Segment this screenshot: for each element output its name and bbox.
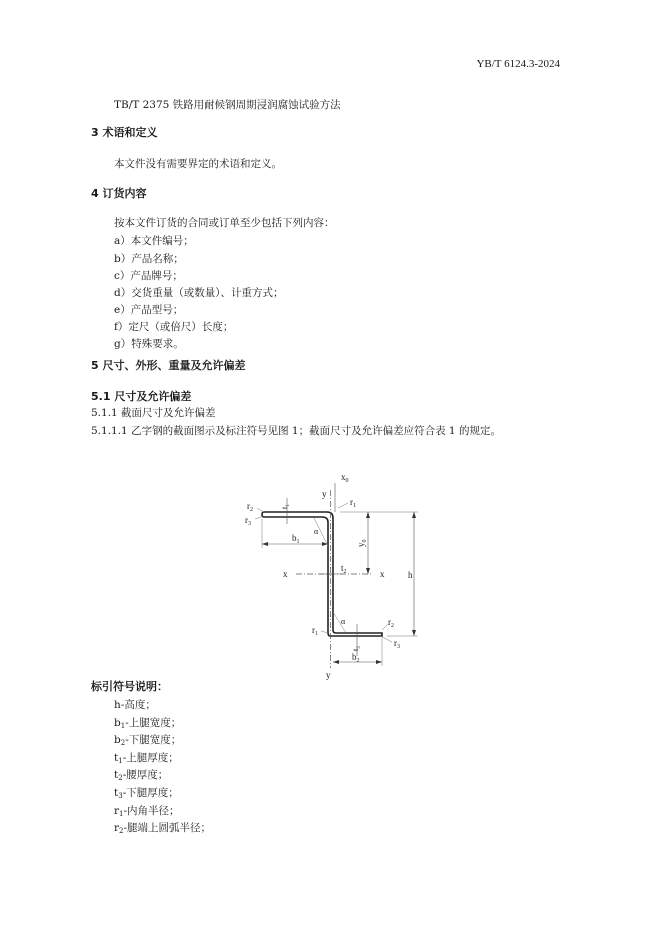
- section-4-intro: 按本文件订货的合同或订单至少包括下列内容：: [114, 217, 335, 229]
- t3-label: $t_3$: [351, 646, 362, 651]
- section-4-heading: 4 订货内容: [91, 187, 147, 200]
- r1-bottom-label: $r_1$: [312, 625, 318, 637]
- legend-item: [114, 767, 168, 782]
- r3-top-label: $r_3$: [245, 515, 251, 527]
- order-item-d: d）交货重量（或数量）、计重方式；: [114, 287, 284, 299]
- section-3-heading: 3 术语和定义: [91, 126, 158, 139]
- legend-item: [114, 697, 156, 712]
- section-5-heading: 5 尺寸、外形、重量及允许偏差: [91, 359, 246, 372]
- legend-description: -腰厚度；: [122, 769, 169, 782]
- order-item-e: e）产品型号；: [114, 304, 184, 316]
- order-item-a: a）本文件编号；: [114, 235, 194, 247]
- legend-symbol: r: [114, 822, 120, 835]
- legend-description: -上腿厚度；: [122, 751, 179, 764]
- normative-reference-tbt2375: TB/T 2375 铁路用耐候钢周期浸润腐蚀试验方法: [114, 99, 341, 111]
- legend-symbol-subscript: 1: [120, 721, 126, 730]
- y-bottom-label: y: [326, 670, 331, 680]
- legend-symbol-subscript: 2: [118, 774, 123, 783]
- legend-symbol: b: [114, 716, 121, 729]
- legend-description: -下腿厚度；: [122, 787, 179, 799]
- y-top-label: y: [322, 489, 327, 499]
- order-item-g: g）特殊要求。: [114, 338, 184, 350]
- section-5-1-heading: 5.1 尺寸及允许偏差: [91, 390, 192, 403]
- t2-label: $t_2$: [341, 563, 347, 575]
- x-left-label: x: [283, 569, 288, 579]
- standard-number: YB/T 6124.3-2024: [476, 58, 560, 70]
- legend-description: -上腿宽度；: [125, 716, 182, 729]
- legend-symbol: h: [114, 699, 121, 711]
- legend-item: [114, 785, 179, 800]
- x-right-label: x: [380, 569, 385, 579]
- section-5-1-1-1-text: 5.1.1.1 乙字钢的截面图示及标注符号见图 1；截面尺寸及允许偏差应符合表 1 的规定。: [91, 425, 501, 437]
- legend-symbol-subscript: 1: [118, 756, 123, 765]
- section-3-body: 本文件没有需要界定的术语和定义。: [114, 158, 282, 170]
- legend-symbol-subscript: 1: [119, 809, 124, 818]
- alpha-top-label: α: [314, 527, 319, 536]
- legend-symbol: t: [114, 769, 119, 782]
- y0-label: $y_0$: [356, 539, 368, 547]
- b1-label: $b_1$: [292, 533, 300, 545]
- legend-description: -下腿宽度；: [125, 734, 182, 747]
- legend-symbol-subscript: 2: [120, 739, 126, 748]
- r2-top-label: $r_2$: [247, 501, 253, 513]
- r1-top-label: $r_1$: [350, 497, 356, 509]
- legend-title: 标引符号说明：: [91, 680, 168, 693]
- r2-bottom-label: $r_2$: [388, 617, 394, 629]
- legend-symbol: t: [114, 787, 119, 799]
- h-label: h: [408, 570, 413, 580]
- legend-item: [114, 715, 181, 730]
- t1-label: $t_1$: [280, 504, 291, 509]
- order-item-c: c）产品牌号；: [114, 270, 183, 282]
- legend-description: -腿端上圆弧半径；: [123, 822, 212, 835]
- legend-symbol: r: [114, 804, 120, 817]
- legend-symbol: t: [114, 751, 119, 764]
- b2-label: $b_2$: [352, 652, 360, 664]
- legend-description: -内角半径；: [123, 804, 180, 817]
- legend-item: [114, 803, 180, 818]
- order-item-f: f）定尺（或倍尺）长度；: [114, 321, 234, 333]
- legend-description: -高度；: [120, 699, 156, 711]
- z-section-figure: [230, 462, 430, 684]
- alpha-bottom-label: α: [341, 617, 346, 626]
- x0-label: $x_0$: [341, 472, 349, 484]
- legend-item: [114, 820, 211, 835]
- section-5-1-1-heading: 5.1.1 截面尺寸及允许偏差: [91, 407, 216, 419]
- r3-bottom-label: $r_3$: [394, 638, 400, 650]
- legend-symbol-subscript: 3: [118, 792, 123, 800]
- legend-symbol: b: [114, 734, 121, 747]
- legend-symbol-subscript: 2: [119, 827, 124, 836]
- order-item-b: b）产品名称；: [114, 253, 184, 265]
- legend-item: [114, 732, 181, 747]
- legend-item: [114, 750, 179, 765]
